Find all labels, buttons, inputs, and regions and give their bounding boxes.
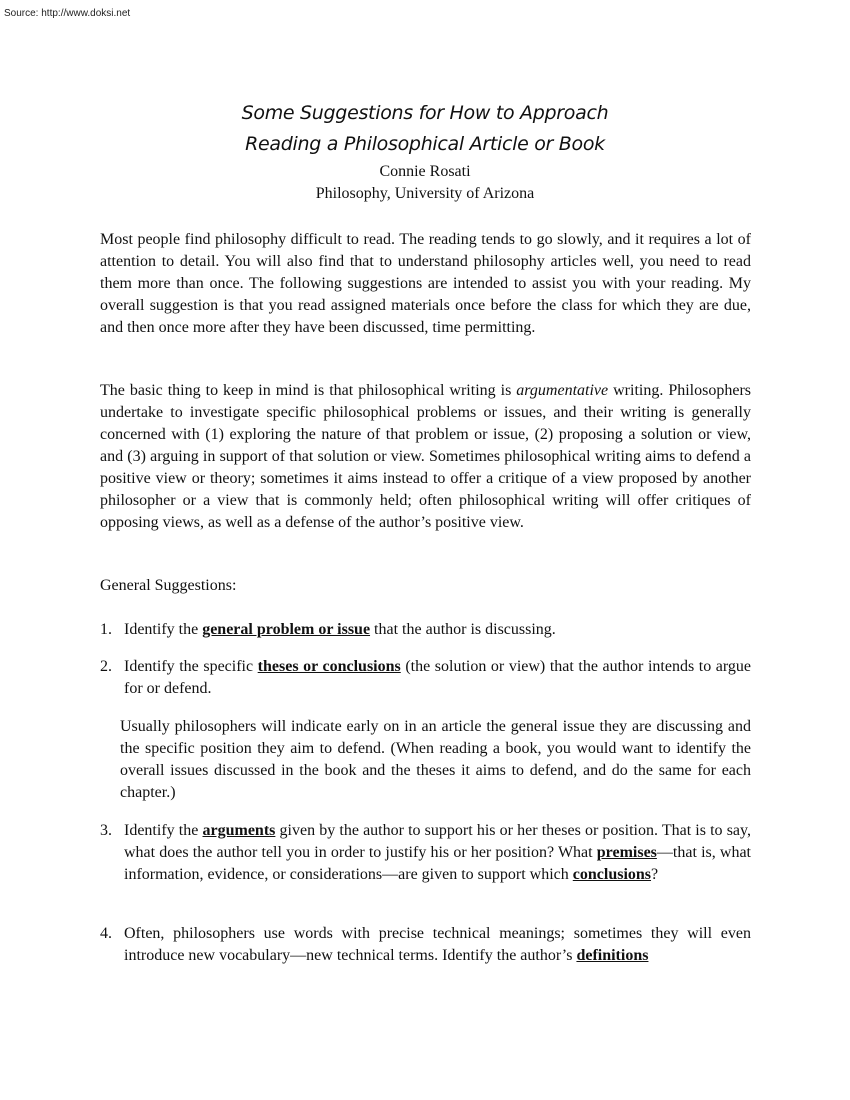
suggestion-text <box>124 820 751 886</box>
author-affiliation: Philosophy, University of Arizona <box>315 185 535 202</box>
suggestion-text-before: Identify the <box>124 822 203 839</box>
suggestion-text-before: Identify the specific <box>124 658 258 675</box>
suggestion-text <box>124 923 751 967</box>
suggestion-item-2 <box>100 656 751 700</box>
suggestion-text-after: ? <box>651 866 659 883</box>
key-term: theses or conclusions <box>257 658 401 675</box>
suggestion-item-3 <box>100 820 751 886</box>
suggestion-number: 4. <box>100 925 112 942</box>
suggestion-text-middle: given by the author to support his or her theses or position. That is to say, what does the author tell you in order to justify his or her position? What <box>124 822 751 861</box>
suggestion-text-after: that the author is discussing. <box>370 621 556 638</box>
suggestions-heading: General Suggestions: <box>100 577 237 594</box>
suggestion-text-before: Often, philosophers use words with precise technical meanings; sometimes they will even introduce new vocabulary—new technical terms. Identify the author’s <box>124 925 751 964</box>
suggestion-item-4 <box>100 923 751 967</box>
suggestion-text-before: Identify the <box>124 621 203 638</box>
key-term: general problem or issue <box>202 621 371 638</box>
document-title-line-1: Some Suggestions for How to Approach <box>241 102 609 124</box>
document-title-line-2: Reading a Philosophical Article or Book <box>245 133 605 155</box>
suggestion-text <box>124 619 751 641</box>
suggestion-number: 3. <box>100 822 112 839</box>
key-term: premises <box>596 844 657 861</box>
suggestion-number: 2. <box>100 658 112 675</box>
suggestion-text-after: (the solution or view) that the author intends to argue for or defend. <box>124 658 752 697</box>
key-term: arguments <box>202 822 276 839</box>
argument-paragraph-text-after: writing. Philosophers undertake to investigate specific philosophical problems or issues, and their writing is generally concerned with (1) exploring the nature of that problem or issue, (2) proposing a solution or view, and (3) arguing in support of that solution or view. Sometimes philosophical writing aims to defend a positive view or theory; sometimes it aims instead to offer a critique of a view proposed by another philosopher or a view that is commonly held; often philosophical writing will offer critiques of opposing views, as well as a defense of the author’s positive view. <box>100 382 751 531</box>
suggestion-text-middle: —that is, what information, evidence, or considerations—are given to support which <box>124 844 752 883</box>
source-note: Source: http://www.doksi.net <box>4 8 131 19</box>
author-name: Connie Rosati <box>379 163 471 180</box>
argument-paragraph <box>100 380 751 534</box>
suggestion-2-note: Usually philosophers will indicate early on in an article the general issue they are discussing and the specific position they aim to defend. (When reading a book, you would want to identify the overall issues discussed in the book and the theses it aims to defend, and do the same for each chapter.) <box>120 718 751 801</box>
suggestion-number: 1. <box>100 621 112 638</box>
suggestion-text <box>124 656 751 700</box>
argument-paragraph-text-before: The basic thing to keep in mind is that philosophical writing is <box>100 382 517 399</box>
suggestion-item-1 <box>100 619 751 641</box>
key-term: definitions <box>576 947 649 964</box>
argument-paragraph-emphasis: argumentative <box>516 382 609 399</box>
intro-paragraph: Most people find philosophy difficult to read. The reading tends to go slowly, and it requires a lot of attention to detail. You will also find that to understand philosophy articles well, you need to read them more than once. The following suggestions are intended to assist you with your reading. My overall suggestion is that you read assigned materials once before the class for which they are due, and then once more after they have been discussed, time permitting. <box>100 231 751 336</box>
key-term: conclusions <box>572 866 652 883</box>
